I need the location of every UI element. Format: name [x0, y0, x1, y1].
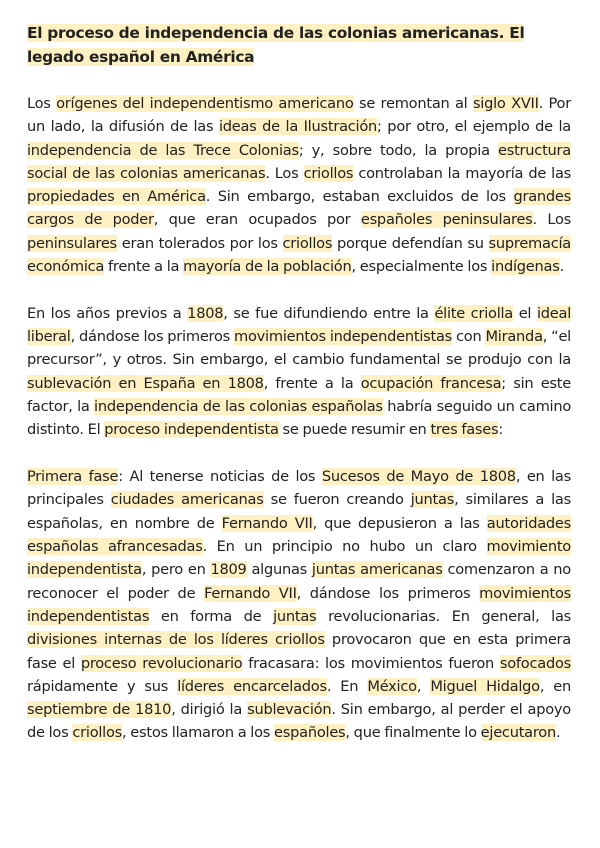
highlighted-phrase: líderes encarcelados — [177, 677, 327, 695]
highlighted-phrase: grandes cargos de poder — [27, 188, 571, 229]
highlighted-phrase: Miranda — [485, 328, 543, 346]
text-run: eran tolerados por los — [116, 234, 283, 252]
highlighted-phrase: propiedades en América — [27, 188, 206, 206]
text-run: , dirigió la — [171, 701, 248, 719]
text-run: , dándose los primeros — [296, 584, 480, 602]
text-run: porque defendían su — [332, 234, 489, 252]
highlighted-phrase: españoles peninsulares — [360, 211, 533, 229]
document-page — [27, 22, 571, 768]
text-run: . — [559, 258, 564, 276]
highlighted-phrase: divisiones internas de los líderes criollos — [27, 631, 325, 649]
text-run: , pero en — [141, 561, 211, 579]
text-run: . — [555, 724, 561, 742]
text-run: : Al tenerse noticias de los — [118, 468, 322, 486]
text-run: , frente a la — [263, 374, 361, 392]
text-run: . Sin embargo, al perder el apoyo de los — [27, 701, 571, 742]
highlighted-phrase: criollos — [72, 724, 123, 742]
highlighted-phrase: movimientos independentistas — [27, 584, 571, 625]
text-run: con — [452, 328, 486, 346]
highlighted-phrase: Fernando VII — [221, 514, 313, 532]
highlighted-phrase: México — [367, 677, 417, 695]
text-run: fracasara: los movimientos fueron — [242, 654, 500, 672]
text-run: se remontan al — [353, 95, 473, 112]
highlighted-phrase: peninsulares — [27, 234, 117, 252]
highlighted-phrase: independencia de las Trece Colonias — [27, 141, 299, 159]
text-run: se puede resumir en — [278, 421, 431, 439]
text-run: , estos llamaron a los — [122, 724, 275, 742]
text-run: controlaban la mayoría de las — [353, 164, 572, 182]
highlighted-phrase: supremacía económica — [27, 234, 571, 276]
highlighted-phrase: El proceso de independencia de las colonias americanas. El legado español en América — [27, 24, 525, 66]
text-run: , que eran ocupados por — [153, 211, 361, 229]
highlighted-phrase: sublevación en España en 1808 — [27, 374, 264, 392]
highlighted-phrase: 1809 — [210, 561, 247, 579]
text-run: , dándose los primeros — [70, 328, 235, 346]
text-run: . En — [326, 677, 368, 695]
highlighted-phrase: ocupación francesa — [360, 374, 502, 392]
document-title — [27, 22, 571, 69]
highlighted-phrase: juntas — [410, 491, 455, 509]
text-run: . Por un lado, la difusión de las — [27, 95, 571, 136]
text-run: el — [513, 304, 537, 322]
text-run: , que finalmente lo — [345, 724, 481, 742]
highlighted-phrase: proceso revolucionario — [80, 654, 243, 672]
text-run: ; por otro, el ejemplo de la — [377, 118, 571, 136]
text-run: , “el precursor”, y otros. Sin embargo, el cambio fundamental se produjo con la — [27, 328, 571, 369]
highlighted-phrase: movimientos independentistas — [234, 328, 453, 346]
text-run: , que depusieron a las — [312, 514, 487, 532]
highlighted-phrase: juntas americanas — [311, 561, 443, 579]
highlighted-phrase: élite criolla — [434, 304, 513, 322]
text-run: algunas — [246, 561, 312, 579]
text-run: , especialmente los — [351, 258, 492, 276]
text-run: Los — [27, 95, 57, 112]
highlighted-phrase: mayoría de la población — [183, 258, 352, 276]
text-run: , — [416, 677, 431, 695]
text-run: . Sin embargo, estaban excluidos de los — [205, 188, 514, 206]
highlighted-phrase: independencia de las colonias españolas — [94, 398, 383, 416]
text-run: , en las principales — [27, 468, 571, 509]
highlighted-phrase: orígenes del independentismo americano — [56, 95, 354, 112]
highlighted-phrase: estructura social de las colonias americanas — [27, 141, 571, 182]
highlighted-phrase: Sucesos de Mayo de 1808 — [321, 468, 516, 486]
highlighted-phrase: autoridades españolas afrancesadas — [27, 514, 571, 556]
highlighted-phrase: Miguel Hidalgo — [430, 677, 540, 695]
paragraph-primera-fase — [27, 465, 571, 745]
text-run: , se fue difundiendo entre la — [223, 304, 435, 322]
highlighted-phrase: ideas de la Ilustración — [218, 118, 378, 136]
text-run: ; sin este factor, la — [27, 374, 571, 416]
highlighted-phrase: ejecutaron — [480, 724, 556, 742]
text-run: provocaron que en esta primera fase el — [27, 631, 571, 672]
text-run: se fueron creando — [263, 491, 411, 509]
text-run: en forma de — [149, 607, 274, 625]
highlighted-phrase: indígenas — [491, 258, 560, 276]
highlighted-phrase: ciudades americanas — [110, 491, 264, 509]
highlighted-phrase: Primera fase — [27, 468, 119, 486]
highlighted-phrase: españoles — [274, 724, 346, 742]
highlighted-phrase: sublevación — [247, 701, 332, 719]
highlighted-phrase: ideal liberal — [27, 304, 571, 346]
highlighted-phrase: proceso independentista — [104, 421, 279, 439]
text-run: . Los — [265, 164, 304, 182]
highlighted-phrase: criollos — [303, 164, 354, 182]
text-run: frente a la — [104, 258, 184, 276]
highlighted-phrase: siglo XVII — [472, 95, 539, 112]
highlighted-phrase: juntas — [273, 607, 317, 625]
highlighted-phrase: septiembre de 1810 — [27, 701, 172, 719]
highlighted-phrase: Fernando VII — [204, 584, 297, 602]
highlighted-phrase: sofocados — [499, 654, 571, 672]
text-run: rápidamente y sus — [27, 677, 178, 695]
text-run: En los años previos a — [27, 304, 188, 322]
paragraph-1808 — [27, 302, 571, 442]
text-run: comenzaron a no reconocer el poder de — [27, 561, 571, 602]
text-run: . Los — [532, 211, 571, 229]
highlighted-phrase: 1808 — [187, 304, 224, 322]
text-run: revolucionarias. En general, las — [316, 607, 571, 625]
paragraph-origins — [27, 92, 571, 278]
highlighted-phrase: tres fases — [430, 421, 499, 439]
highlighted-phrase: criollos — [282, 234, 333, 252]
text-run: , en — [539, 677, 572, 695]
text-run: ; y, sobre todo, la propia — [298, 141, 498, 159]
highlighted-phrase: movimiento independentista — [27, 538, 571, 579]
text-run: : — [498, 421, 504, 439]
text-run: . En un principio no hubo un claro — [202, 538, 487, 556]
text-run: , similares a las españolas, en nombre de — [27, 491, 571, 532]
text-run: habría seguido un camino distinto. El — [27, 398, 572, 439]
